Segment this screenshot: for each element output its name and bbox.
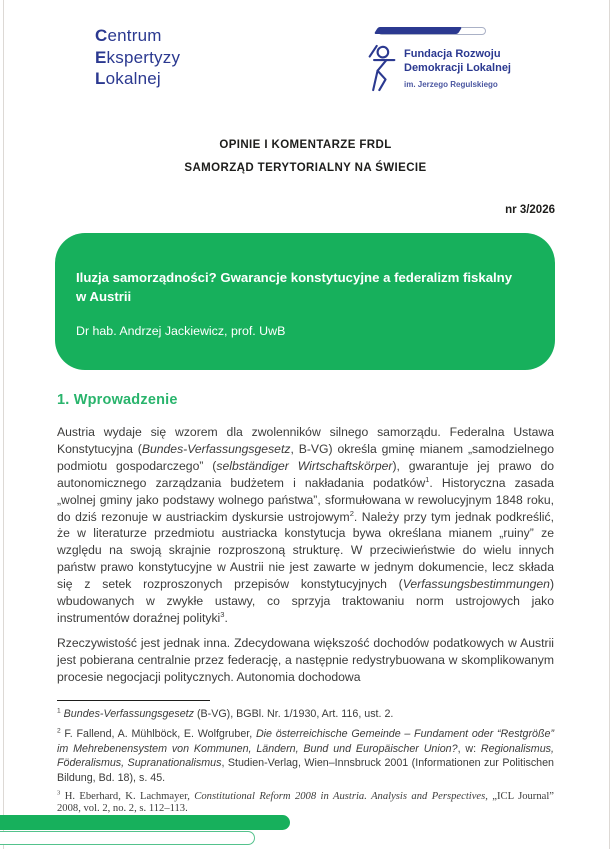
paragraph: Rzeczywistość jest jednak inna. Zdecydowana większość dochodów podatkowych w Austrii jest pobierana centralnie przez federację, a następnie redystrybuowana w skomplikowanym procesie negocjacji politycznych. Autonomia dochodowa (57, 635, 554, 684)
bottom-outline-bar (0, 831, 255, 845)
footnote-2: $^2$ F. Fallend, A. Mühlböck, E. Wolfgruber, Die österreichische Gemeinde – Fundament oder “Restgröße” im Mehrebenensystem von Kommunen, Ländern, Bund und Europäischer Union?, w: Regionalismus, Föderalismus, Supranationalismus, Studien-Verlag, Wien–Innsbruck 2001 (Informationen zur Politischen Bildung, Bd. 18), s. 45. (57, 727, 555, 785)
section-heading: 1. Wprowadzenie (57, 392, 178, 408)
frdl-logo (367, 27, 537, 98)
bottom-green-bar (0, 815, 290, 830)
frdl-person-icon (367, 43, 397, 98)
frdl-logo-text (404, 43, 511, 89)
article-body (57, 424, 554, 694)
frdl-logo-bar (378, 27, 486, 35)
page-edge-left (3, 0, 4, 849)
cel-logo-line: Ekspertyzy (95, 47, 181, 67)
author-line: Dr hab. Andrzej Jackiewicz, prof. UwB (76, 324, 286, 338)
footnote-1: $^1$ Bundes-Verfassungsgesetz (B-VG), BGBl. Nr. 1/1930, Art. 116, ust. 2. (57, 707, 394, 720)
issue-number: nr 3/2026 (505, 204, 555, 216)
footnote-3: $^3$ H. Eberhard, K. Lachmayer, Constitutional Reform 2008 in Austria. Analysis and Perspectives, „ICL Journal” 2008, vol. 2, no. 2, s. 112–113. (57, 789, 554, 814)
footnote-divider (57, 700, 210, 701)
frdl-logo-bar-fill (374, 27, 462, 34)
page-edge-right (609, 0, 610, 849)
frdl-name-line2: Demokracji Lokalnej (404, 62, 511, 74)
paragraph: Austria wydaje się wzorem dla zwolenników silnego samorządu. Federalna Ustawa Konstytucyjna (Bundes-Verfassungsgesetz, B-VG) określa gminę mianem „samodzielnego podmiotu gospodarczego” (selbständiger Wirtschaftskörper), gwarantuje jej prawo do autonomicznego zarządzania budżetem i nakładania podatków$^1$. Historyczna zasada „wolnej gminy jako podstawy wolnego państwa”, sformułowana w rewolucyjnym 1848 roku, do dziś rezonuje w austriackim dyskursie ustrojowym$^2$. Należy przy tym jednak podkreślić, że w literaturze przedmiotu austriacka konstytucja bywa określana mianem „ruiny” ze względu na swoją skrajnie rozproszoną strukturę. W przeciwieństwie do wielu innych państw prawo konstytucyjne w Austrii nie jest zawarte w jednym dokumencie, lecz składa się z setek rozproszonych przepisów konstytucyjnych (Verfassungsbestimmungen) wbudowanych w zwykłe ustawy, co sprzyja traktowaniu norm ustrojowych jako instrumentów doraźnej polityki$^3$. (57, 425, 555, 625)
frdl-subtitle: im. Jerzego Regulskiego (404, 80, 498, 89)
cel-logo-line: Centrum (95, 26, 162, 45)
frdl-name-line1: Fundacja Rozwoju (404, 48, 501, 60)
page-title: Iluzja samorządności? Gwarancje konstytucyjne a federalizm fiskalny w Austrii (76, 270, 513, 304)
series-title-line1: OPINIE I KOMENTARZE FRDL (219, 139, 392, 151)
title-card (55, 233, 555, 370)
masthead (0, 139, 611, 185)
series-title-line2: SAMORZĄD TERYTORIALNY NA ŚWIECIE (184, 162, 427, 174)
cel-logo-line: Lokalnej (95, 69, 161, 88)
cel-logo (95, 25, 180, 90)
footnotes (57, 707, 554, 820)
